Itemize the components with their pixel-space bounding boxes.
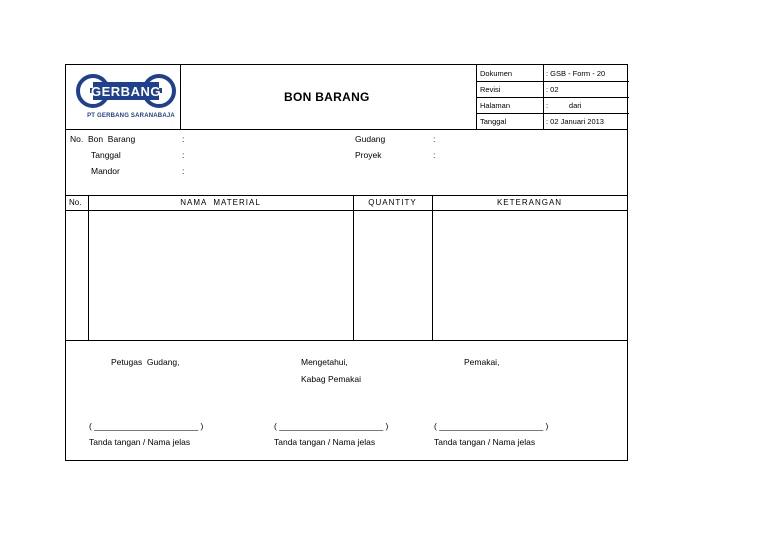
page-title: BON BARANG: [284, 90, 370, 104]
meta-value-dokumen: : GSB - Form - 20: [546, 69, 606, 78]
mandor-label: Mandor: [91, 166, 120, 176]
gerbang-logo-icon: [76, 73, 176, 109]
signature-blank-petugas: ( ______________________ ): [89, 421, 204, 431]
signature-caption-petugas: Tanda tangan / Nama jelas: [89, 437, 191, 447]
table-header-bottom-line: [66, 210, 627, 211]
table-col-divider-quantity: [432, 195, 433, 340]
meta-value-revisi: : 02: [546, 85, 559, 94]
petugas-gudang-label: Petugas Gudang,: [111, 357, 180, 367]
table-col-divider-material: [353, 195, 354, 340]
col-header-no: No.: [69, 198, 82, 207]
signature-blank-kabag: ( ______________________ ): [274, 421, 389, 431]
meta-label-tanggal: Tanggal: [480, 117, 507, 126]
meta-row-line-3: [476, 113, 629, 114]
no-bon-colon: :: [182, 134, 185, 144]
meta-label-revisi: Revisi: [480, 85, 501, 94]
pemakai-label: Pemakai,: [464, 357, 500, 367]
kabag-pemakai-label: Kabag Pemakai: [301, 374, 362, 384]
signature-caption-kabag: Tanda tangan / Nama jelas: [274, 437, 376, 447]
mengetahui-label: Mengetahui,: [301, 357, 348, 367]
gudang-colon: :: [433, 134, 436, 144]
meta-row-line-2: [476, 97, 629, 98]
bon-barang-form: [65, 64, 628, 461]
meta-label-dokumen: Dokumen: [480, 69, 513, 78]
tanggal-label: Tanggal: [91, 150, 121, 160]
proyek-colon: :: [433, 150, 436, 160]
tanggal-colon: :: [182, 150, 185, 160]
meta-row-line-1: [476, 81, 629, 82]
header-bottom-line: [66, 129, 627, 130]
meta-value-halaman: : dari: [546, 101, 582, 110]
col-header-nama-material: NAMA MATERIAL: [180, 198, 261, 207]
no-bon-label: No. Bon Barang: [70, 134, 136, 144]
table-bottom-line: [66, 340, 627, 341]
company-name: PT GERBANG SARANABAJA: [87, 113, 175, 119]
signature-caption-pemakai: Tanda tangan / Nama jelas: [434, 437, 536, 447]
table-col-divider-no: [88, 195, 89, 340]
signature-blank-pemakai: ( ______________________ ): [434, 421, 549, 431]
col-header-keterangan: KETERANGAN: [496, 198, 563, 207]
gudang-label: Gudang: [355, 134, 386, 144]
table-top-line: [66, 195, 627, 196]
header-divider-logo: [180, 65, 181, 129]
company-logo: [76, 73, 176, 119]
mandor-colon: :: [182, 166, 185, 176]
col-header-quantity: QUANTITY: [368, 198, 417, 207]
proyek-label: Proyek: [355, 150, 382, 160]
logo-word: GERBANG: [91, 84, 161, 99]
meta-label-halaman: Halaman: [480, 101, 511, 110]
meta-value-tanggal: : 02 Januari 2013: [546, 117, 604, 126]
